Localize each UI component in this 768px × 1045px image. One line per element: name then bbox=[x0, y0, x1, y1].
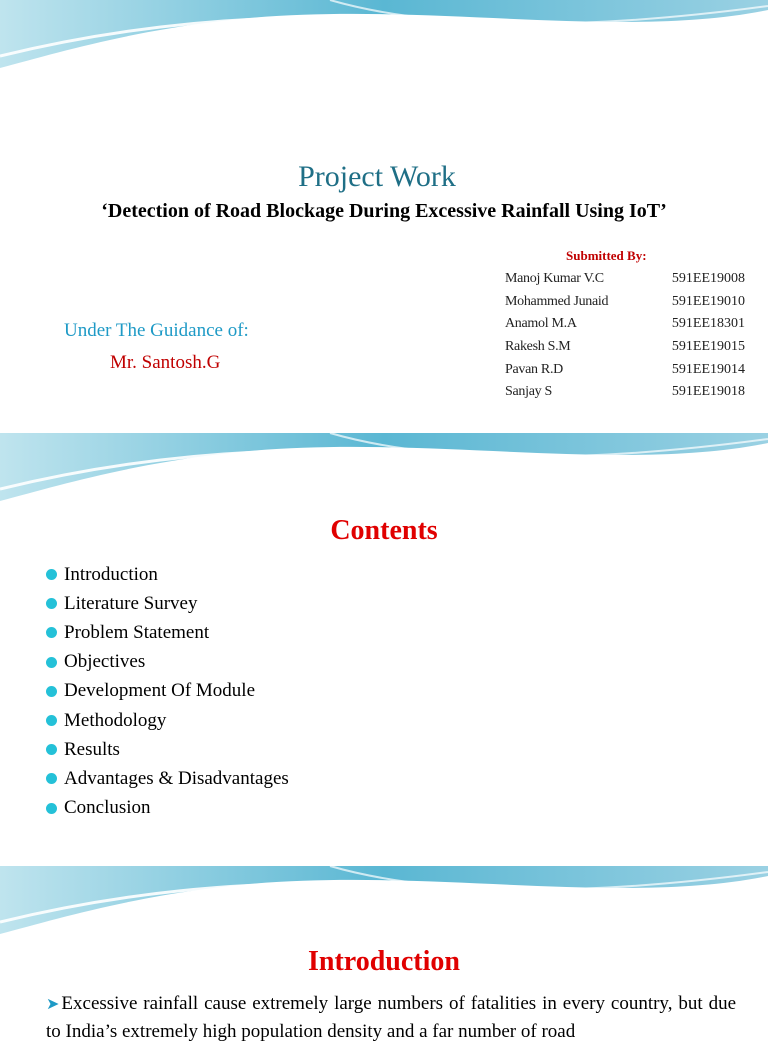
contents-list bbox=[46, 560, 289, 823]
bullet-dot-icon bbox=[46, 569, 57, 580]
introduction-slide bbox=[0, 866, 768, 1042]
member-row bbox=[505, 358, 745, 381]
member-name: Manoj Kumar V.C bbox=[505, 271, 604, 287]
member-id: 591EE19014 bbox=[671, 361, 745, 377]
list-item-label: Problem Statement bbox=[64, 621, 210, 643]
member-list bbox=[505, 268, 745, 404]
introduction-text: Excessive rainfall cause extremely large numbers of fatalities in every country, but due to India’s extremely high population density and a far number of road bbox=[46, 993, 736, 1042]
project-title: Project Work bbox=[298, 160, 456, 193]
member-id: 591EE18301 bbox=[671, 316, 745, 332]
member-name: Mohammed Junaid bbox=[505, 293, 609, 309]
bullet-dot-icon bbox=[46, 598, 57, 609]
list-item bbox=[46, 560, 289, 589]
member-name: Sanjay S bbox=[505, 384, 552, 400]
list-item bbox=[46, 618, 289, 647]
list-item-label: Objectives bbox=[64, 651, 146, 673]
member-name: Rakesh S.M bbox=[505, 339, 571, 355]
bullet-dot-icon bbox=[46, 773, 57, 784]
member-row bbox=[505, 336, 745, 359]
list-item bbox=[46, 764, 289, 793]
list-item bbox=[46, 648, 289, 677]
slide-separator bbox=[0, 838, 768, 866]
list-item-label: Introduction bbox=[64, 563, 158, 585]
member-name: Anamol M.A bbox=[505, 316, 577, 332]
slide-separator bbox=[0, 420, 768, 433]
bullet-dot-icon bbox=[46, 715, 57, 726]
submitted-by-heading: Submitted By: bbox=[566, 248, 647, 263]
title-slide bbox=[0, 0, 768, 420]
header-wave-decoration bbox=[0, 0, 768, 75]
list-item bbox=[46, 677, 289, 706]
list-item-label: Methodology bbox=[64, 709, 167, 731]
list-item bbox=[46, 735, 289, 764]
bullet-dot-icon bbox=[46, 657, 57, 668]
member-name: Pavan R.D bbox=[505, 361, 563, 377]
project-subtitle: ‘Detection of Road Blockage During Excessive Rainfall Using IoT’ bbox=[101, 200, 667, 222]
member-id: 591EE19015 bbox=[671, 339, 745, 355]
list-item-label: Conclusion bbox=[64, 797, 151, 819]
member-row bbox=[505, 381, 745, 404]
list-item-label: Results bbox=[64, 738, 120, 760]
member-row bbox=[505, 268, 745, 291]
guidance-label: Under The Guidance of: bbox=[64, 320, 249, 341]
member-id: 591EE19010 bbox=[671, 293, 745, 309]
contents-slide bbox=[0, 433, 768, 838]
list-item-label: Advantages & Disadvantages bbox=[64, 767, 289, 789]
member-id: 591EE19018 bbox=[671, 384, 745, 400]
introduction-paragraph bbox=[46, 990, 736, 1045]
list-item bbox=[46, 706, 289, 735]
contents-title: Contents bbox=[330, 515, 438, 546]
arrow-bullet-icon: ➤ bbox=[46, 996, 60, 1013]
bullet-dot-icon bbox=[46, 744, 57, 755]
member-id: 591EE19008 bbox=[671, 271, 745, 287]
header-wave-decoration bbox=[0, 866, 768, 941]
member-row bbox=[505, 313, 745, 336]
bullet-dot-icon bbox=[46, 803, 57, 814]
list-item-label: Literature Survey bbox=[64, 592, 198, 614]
bullet-dot-icon bbox=[46, 627, 57, 638]
list-item-label: Development Of Module bbox=[64, 680, 256, 702]
bullet-dot-icon bbox=[46, 686, 57, 697]
member-row bbox=[505, 291, 745, 314]
list-item bbox=[46, 794, 289, 823]
header-wave-decoration bbox=[0, 433, 768, 508]
introduction-title: Introduction bbox=[308, 946, 460, 977]
list-item bbox=[46, 589, 289, 618]
guide-name: Mr. Santosh.G bbox=[110, 352, 221, 373]
